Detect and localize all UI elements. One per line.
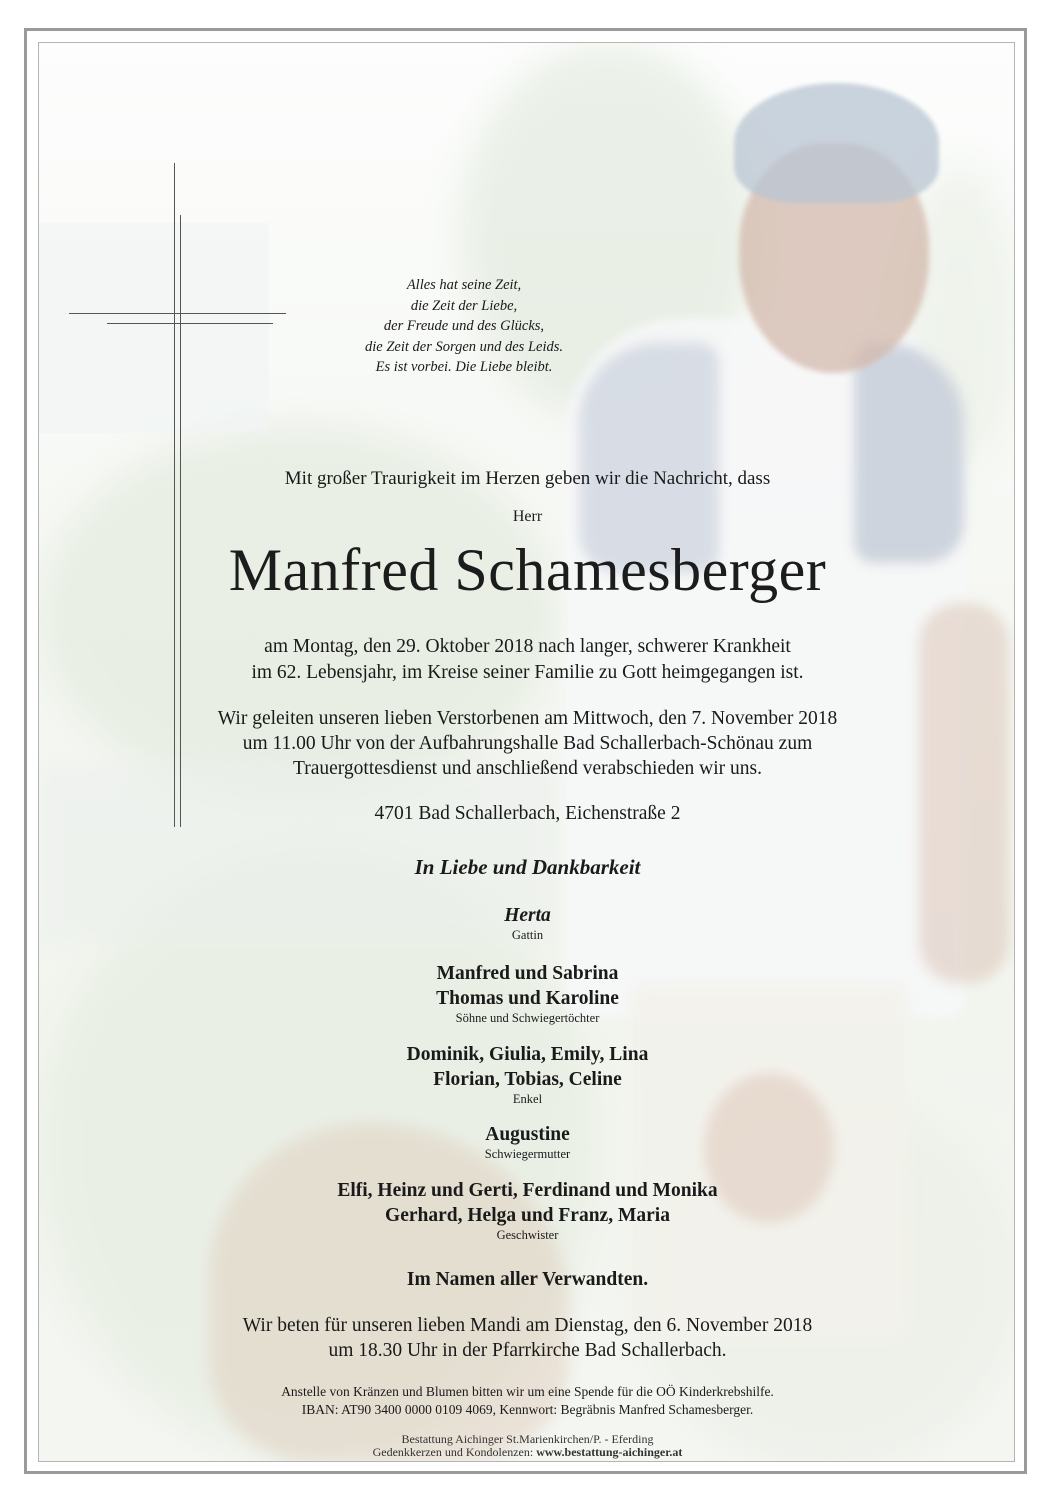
funeral-notice [39, 706, 1015, 781]
family-group-spouse [39, 903, 1015, 943]
family-names: Gerhard, Helga und Franz, Maria [385, 1205, 670, 1226]
family-role: Geschwister [496, 1228, 559, 1242]
family-names: Herta [504, 905, 551, 926]
deceased-name: Manfred Schamesberger [228, 537, 827, 603]
family-heading: In Liebe und Dankbarkeit [414, 855, 641, 879]
poem-line: Es ist vorbei. Die Liebe bleibt. [375, 359, 553, 375]
poem [289, 275, 639, 378]
address: 4701 Bad Schallerbach, Eichenstraße 2 [374, 803, 681, 824]
intro-text: Mit großer Traurigkeit im Herzen geben wir die Nachricht, dass [284, 468, 771, 489]
funeral-line: Wir geleiten unseren lieben Verstorbenen am Mittwoch, den 7. November 2018 [217, 708, 838, 729]
undertaker-name: Bestattung Aichinger St.Marienkirchen/P. - Eferding [401, 1432, 654, 1446]
family-group-mother-in-law [39, 1122, 1015, 1162]
donation-line: Anstelle von Kränzen und Blumen bitten wir um eine Spende für die OÖ Kinderkrebshilfe. [281, 1384, 774, 1399]
family-names: Augustine [485, 1124, 570, 1145]
family-names: Thomas und Karoline [436, 988, 619, 1009]
death-line: im 62. Lebensjahr, im Kreise seiner Familie zu Gott heimgegangen ist. [251, 662, 804, 683]
family-names: Florian, Tobias, Celine [433, 1069, 622, 1090]
family-role: Gattin [511, 928, 544, 942]
death-line: am Montag, den 29. Oktober 2018 nach langer, schwerer Krankheit [264, 636, 791, 657]
prayer-notice [39, 1313, 1015, 1363]
family-names: Dominik, Giulia, Emily, Lina [406, 1044, 649, 1065]
prayer-line: um 18.30 Uhr in der Pfarrkirche Bad Schallerbach. [328, 1340, 727, 1361]
family-group-siblings [39, 1178, 1015, 1243]
condolence-line [39, 1446, 1015, 1459]
family-group-grandchildren [39, 1042, 1015, 1107]
undertaker-info [39, 1433, 1015, 1459]
closing-line: Im Namen aller Verwandten. [406, 1269, 649, 1290]
family-role: Enkel [512, 1092, 543, 1106]
family-names: Manfred und Sabrina [436, 963, 619, 984]
donation-notice [39, 1383, 1015, 1419]
website-link[interactable]: www.bestattung-aichinger.at [536, 1445, 683, 1459]
family-group-sons [39, 961, 1015, 1026]
donation-line: IBAN: AT90 3400 0000 0109 4069, Kennwort: Begräbnis Manfred Schamesberger. [301, 1402, 754, 1417]
family-role: Söhne und Schwiegertöchter [455, 1011, 600, 1025]
funeral-line: Trauergottesdienst und anschließend verabschieden wir uns. [293, 758, 762, 779]
family-role: Schwiegermutter [484, 1147, 571, 1161]
salutation: Herr [512, 508, 543, 525]
prayer-line: Wir beten für unseren lieben Mandi am Dienstag, den 6. November 2018 [242, 1315, 813, 1336]
poem-line: Alles hat seine Zeit, [406, 277, 522, 293]
obituary-sheet [38, 42, 1015, 1462]
death-notice [39, 634, 1015, 686]
poem-line: die Zeit der Liebe, [410, 297, 518, 314]
poem-line: der Freude und des Glücks, [383, 318, 545, 334]
poem-line: die Zeit der Sorgen und des Leids. [364, 338, 563, 355]
funeral-line: um 11.00 Uhr von der Aufbahrungshalle Bad Schallerbach-Schönau zum [242, 733, 813, 754]
condolence-label: Gedenkkerzen und Kondolenzen: [372, 1445, 537, 1459]
family-names: Elfi, Heinz und Gerti, Ferdinand und Monika [337, 1180, 718, 1201]
